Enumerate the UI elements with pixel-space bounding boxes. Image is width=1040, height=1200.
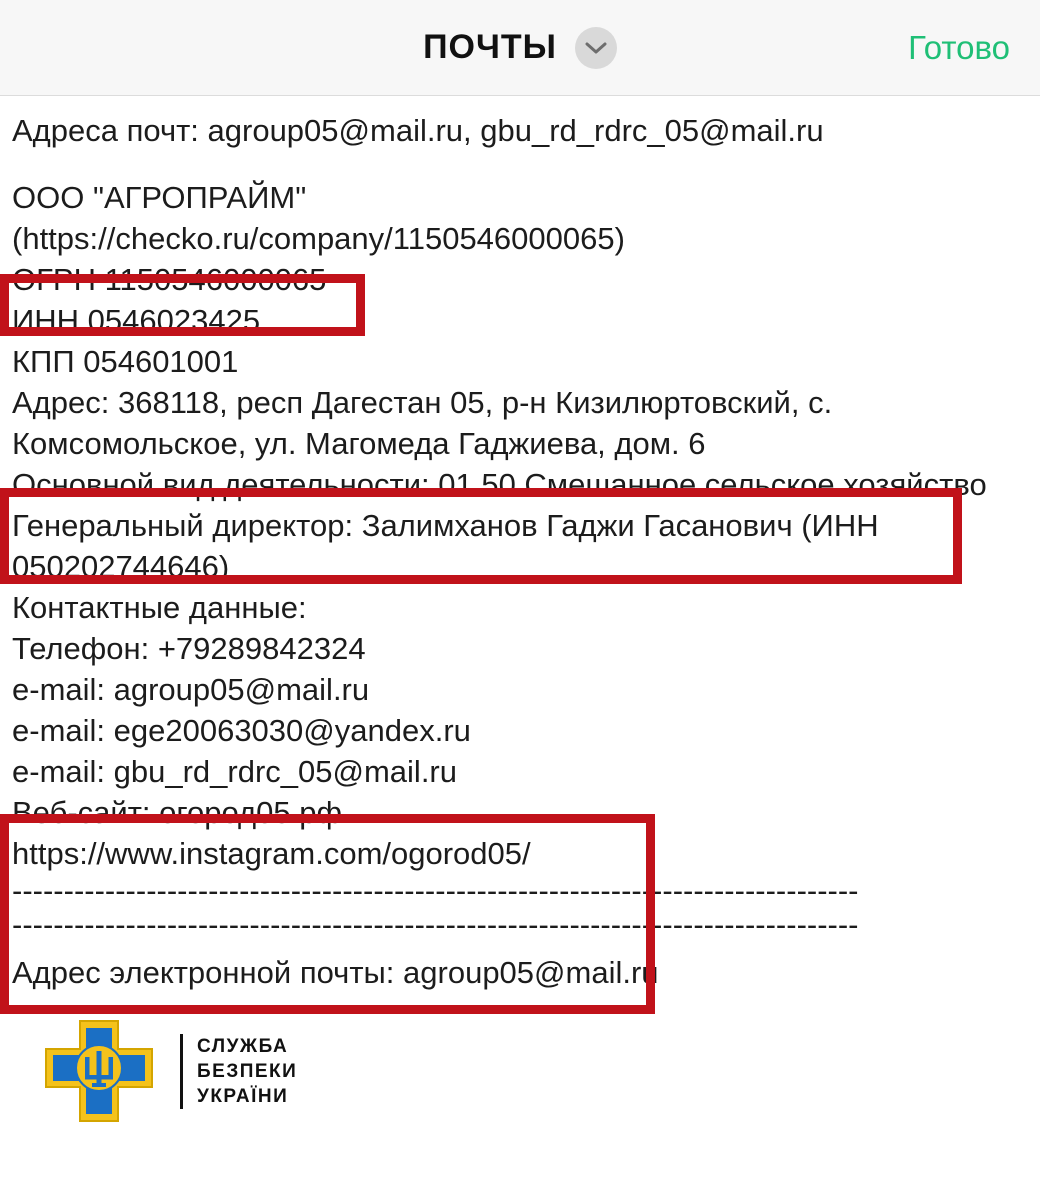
email-line-3: e-mail: gbu_rd_rdrc_05@mail.ru [12,754,457,789]
sbu-emblem-icon [40,1015,158,1127]
phone-line: Телефон: +79289842324 [12,631,366,666]
page-title: ПОЧТЫ [423,28,557,66]
sbu-logo-line-1: СЛУЖБА [197,1035,289,1057]
document-body [0,96,1040,1127]
email-address-line: Адрес электронной почты: agroup05@mail.ru [12,955,659,990]
ogrn-line: ОГРН 1150546000065 [12,262,327,297]
sbu-logo-text [180,1034,297,1109]
email-line-1: e-mail: agroup05@mail.ru [12,672,370,707]
email-line-2: e-mail: ege20063030@yandex.ru [12,713,471,748]
header-title-group [423,27,617,69]
contacts-label: Контактные данные: [12,590,307,625]
inn-line: ИНН 0546023425 [12,303,261,338]
company-name: ООО "АГРОПРАЙМ" [12,180,307,215]
chevron-down-icon[interactable] [575,27,617,69]
website-line: Веб-сайт: огород05.рф [12,795,342,830]
activity-line: Основной вид деятельности: 01.50 Смешанное сельское хозяйство [12,467,987,502]
address-line: Адрес: 368118, респ Дагестан 05, р-н Кизилюртовский, с. Комсомольское, ул. Магомеда Гаджиева, дом. 6 [12,385,841,461]
sbu-logo-line-3: УКРАЇНИ [197,1085,289,1107]
kpp-line: КПП 054601001 [12,344,239,379]
mail-addresses-line: Адреса почт: agroup05@mail.ru, gbu_rd_rdrc_05@mail.ru [12,113,824,148]
instagram-link[interactable]: https://www.instagram.com/ogorod05/ [12,836,531,871]
sbu-logo-line-2: БЕЗПЕКИ [197,1060,298,1082]
separator-line-1: ---------------------------------------------------------------------------------- [12,874,859,908]
sbu-logo [12,1015,1028,1127]
checko-url[interactable]: (https://checko.ru/company/1150546000065) [12,221,625,256]
app-header [0,0,1040,96]
director-line: Генеральный директор: Залимханов Гаджи Гасанович (ИНН 050202744646) [12,508,888,584]
done-button[interactable]: Готово [908,28,1010,66]
separator-line-2: ---------------------------------------------------------------------------------- [12,908,859,942]
